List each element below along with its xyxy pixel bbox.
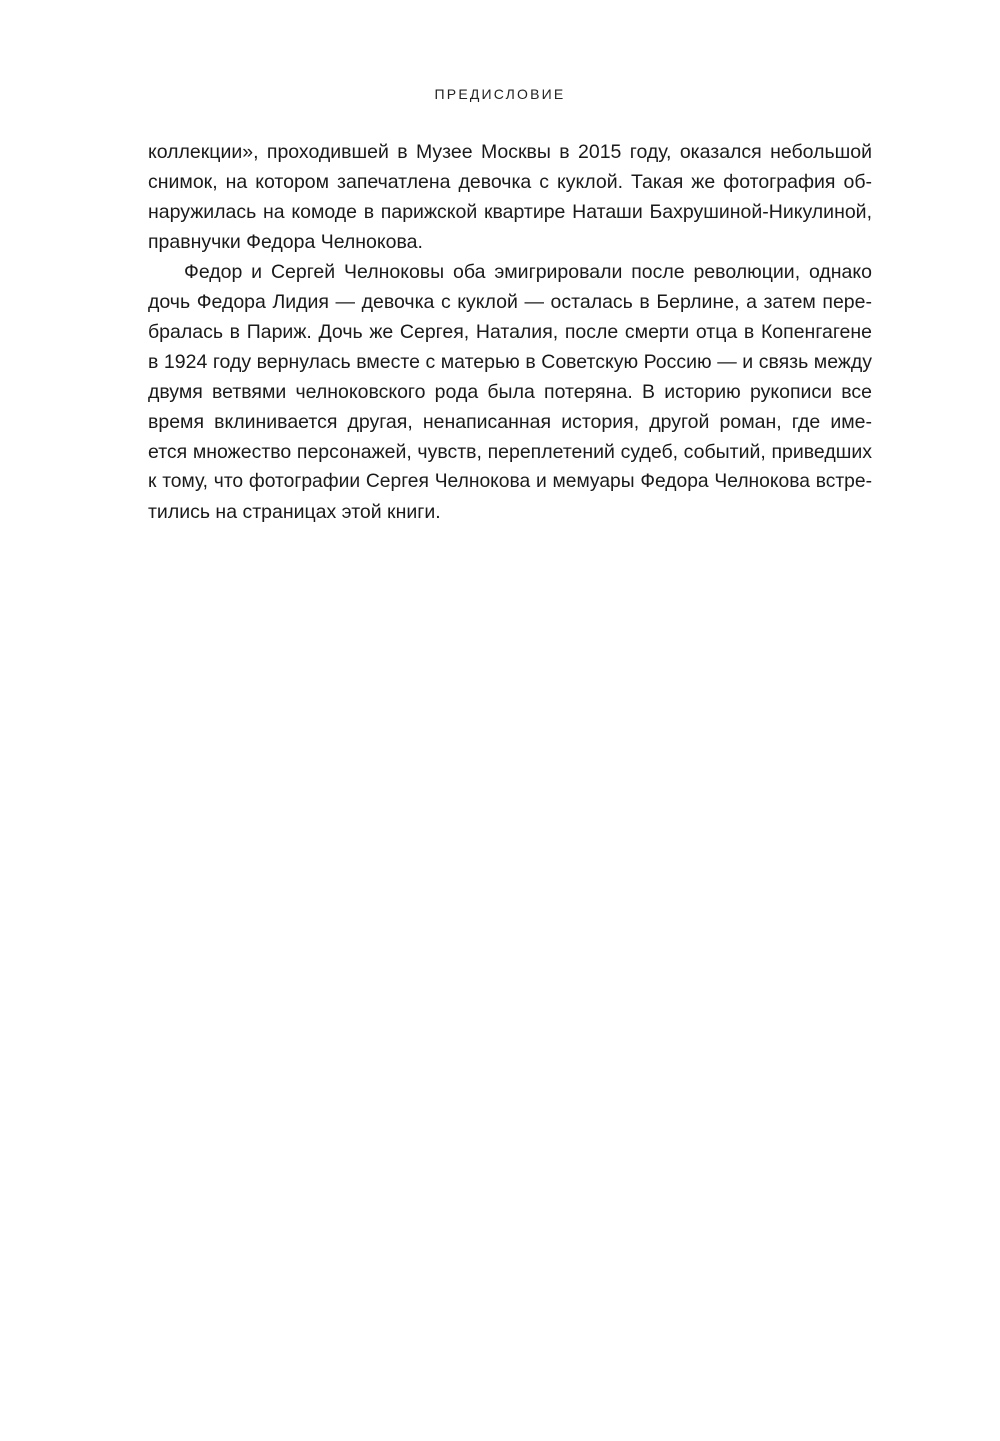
text-line: в 1924 году вернулась вместе с матерью в Советскую Россию — и связь между [148,351,872,373]
text-line: Федор и Сергей Челноковы оба эмигрировали после революции, однако [184,261,872,283]
text-line: дочь Федора Лидия — девочка с куклой — осталась в Берлине, а затем пере- [148,291,872,313]
paragraph-2 [148,257,872,527]
text-line: к тому, что фотографии Сергея Челнокова и мемуары Федора Челнокова встре- [148,471,872,492]
text-line: двумя ветвями челноковского рода была потеряна. В историю рукописи все [148,381,872,403]
running-head: ПРЕДИСЛОВИЕ [434,86,566,102]
text-line: тились на страницах этой книги. [148,501,441,523]
text-line: коллекции», проходившей в Музее Москвы в 2015 году, оказался небольшой [148,141,872,163]
paragraph-1 [148,137,872,257]
text-line: снимок, на котором запечатлена девочка с куклой. Такая же фотография об- [148,171,872,193]
body-text [148,137,872,527]
text-line: время вклинивается другая, ненаписанная история, другой роман, где име- [148,411,872,433]
text-line: бралась в Париж. Дочь же Сергея, Наталия, после смерти отца в Копенгагене [148,321,872,343]
text-line: ется множество персонажей, чувств, переплетений судеб, событий, приведших [148,441,872,463]
text-line: правнучки Федора Челнокова. [148,231,423,253]
text-line: наружилась на комоде в парижской квартире Наташи Бахрушиной-Никулиной, [148,201,872,223]
